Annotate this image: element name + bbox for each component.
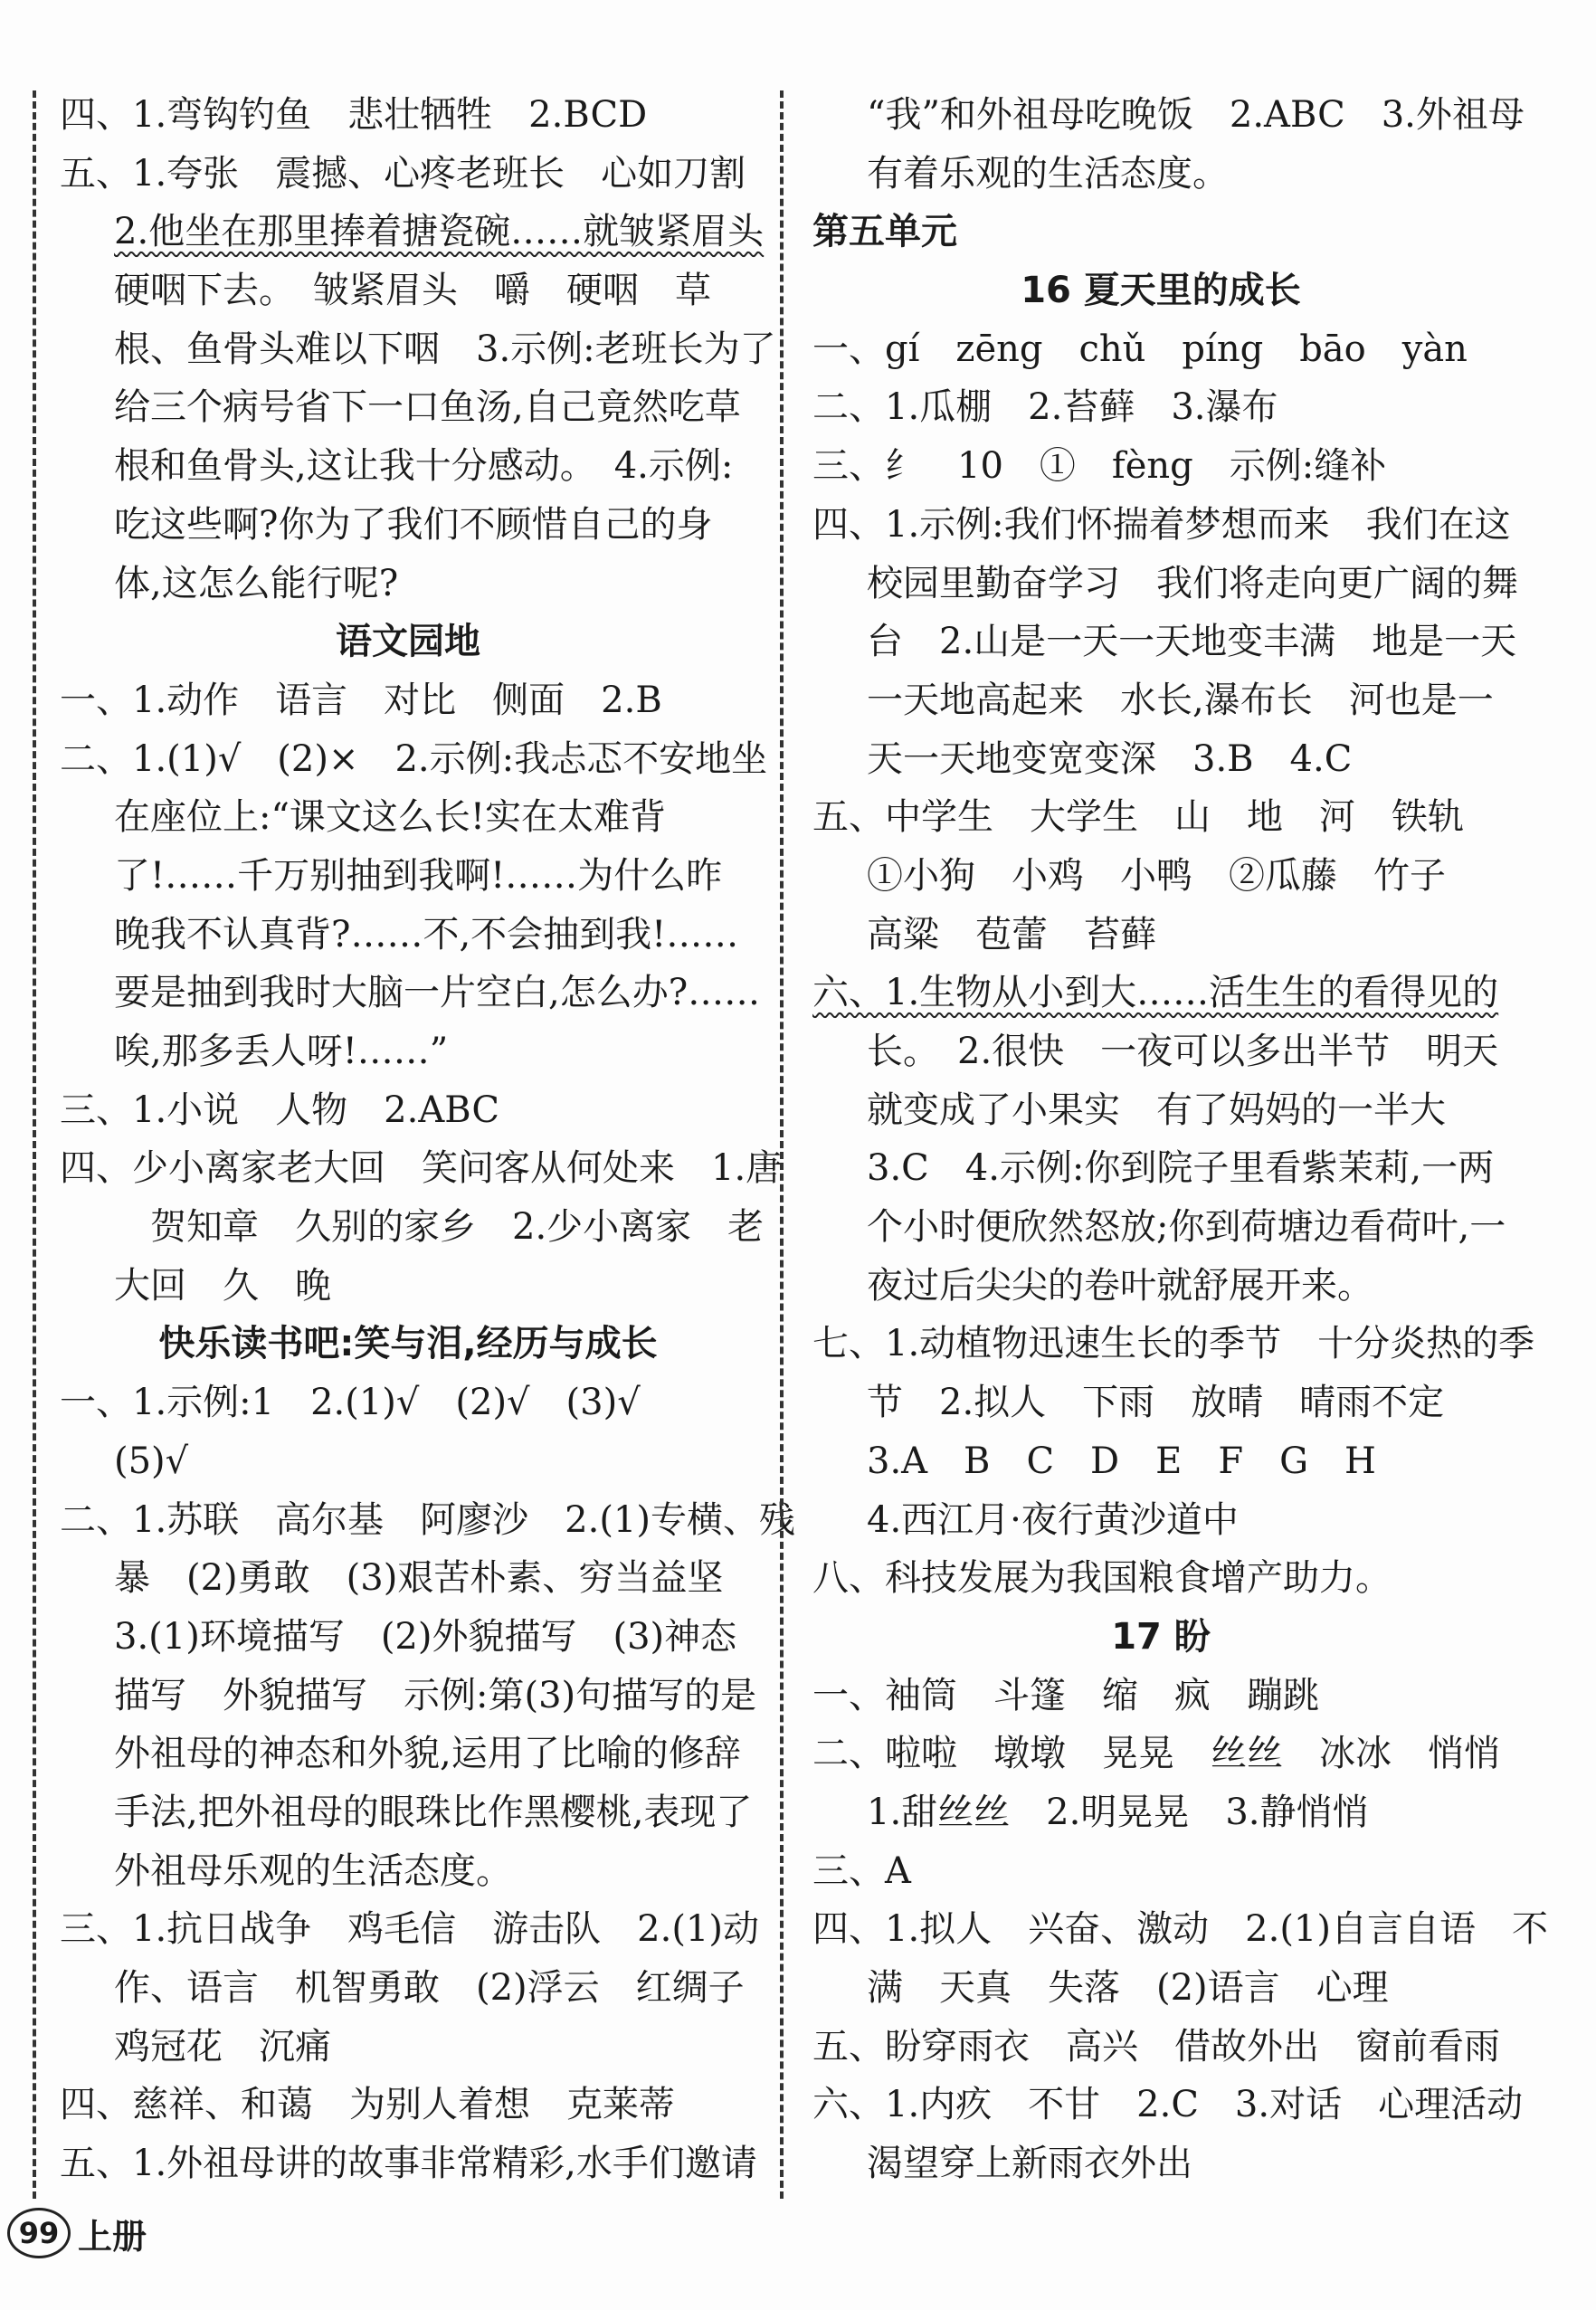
answer-line: 四、1.拟人 兴奋、激动 2.(1)自言自语 不: [812, 1908, 1548, 1951]
section-heading: 17 盼: [1111, 1615, 1211, 1658]
answer-line: 给三个病号省下一口鱼汤,自己竟然吃草: [114, 386, 741, 429]
answer-line: 体,这怎么能行呢?: [114, 562, 399, 604]
answer-line: 晚我不认真背?……不,不会抽到我!……: [114, 913, 739, 955]
answer-line: 五、1.夸张 震撼、心疼老班长 心如刀割: [60, 152, 746, 195]
answer-line: 三、A: [812, 1849, 911, 1892]
answer-line: 六、1.内疚 不甘 2.C 3.对话 心理活动: [812, 2084, 1524, 2126]
answer-line: 四、1.示例:我们怀揣着梦想而来 我们在这: [812, 503, 1511, 546]
answer-line: 3.(1)环境描写 (2)外貌描写 (3)神态: [114, 1615, 737, 1658]
volume-label: 上册: [78, 2216, 147, 2257]
answer-line: 个小时便欣然怒放;你到荷塘边看荷叶,一: [867, 1206, 1506, 1249]
answer-line: 根、鱼骨头难以下咽 3.示例:老班长为了: [114, 328, 776, 370]
left-column: [60, 86, 795, 2193]
answer-line: 三、1.抗日战争 鸡毛信 游击队 2.(1)动: [60, 1908, 759, 1951]
answer-line: 五、1.外祖母讲的故事非常精彩,水手们邀请: [60, 2143, 757, 2185]
answer-line: 五、中学生 大学生 山 地 河 铁轨: [812, 796, 1464, 839]
section-heading: 快乐读书吧:笑与泪,经历与成长: [158, 1323, 658, 1365]
answer-line: 二、啦啦 墩墩 晃晃 丝丝 冰冰 悄悄: [812, 1733, 1500, 1775]
answer-line: 有着乐观的生活态度。: [867, 152, 1229, 195]
answer-line: 3.C 4.示例:你到院子里看紫茉莉,一两: [867, 1147, 1495, 1190]
answer-line: 一、gí zēng chǔ píng bāo yàn: [812, 328, 1468, 370]
page-footer: [7, 2208, 147, 2258]
answer-line: 渴望穿上新雨衣外出: [867, 2143, 1192, 2185]
answer-line: 大回 久 晚: [114, 1264, 331, 1307]
answer-line: 满 天真 失落 (2)语言 心理: [867, 1967, 1389, 2009]
answer-line: 就变成了小果实 有了妈妈的一半大: [867, 1088, 1446, 1131]
answer-line: 四、慈祥、和蔼 为别人着想 克莱蒂: [60, 2084, 675, 2126]
column-divider: [780, 90, 784, 2199]
answer-line: 五、盼穿雨衣 高兴 借故外出 窗前看雨: [812, 2025, 1500, 2068]
answer-line: 鸡冠花 沉痛: [114, 2025, 331, 2068]
answer-line: 三、纟 10 ① fèng 示例:缝补: [812, 445, 1387, 488]
answer-line: 七、1.动植物迅速生长的季节 十分炎热的季: [812, 1323, 1535, 1365]
answer-line: “我”和外祖母吃晚饭 2.ABC 3.外祖母: [867, 94, 1525, 136]
answer-line: 长。 2.很快 一夜可以多出半节 明天: [867, 1031, 1499, 1072]
section-heading: 语文园地: [336, 621, 480, 663]
answer-line: 三、1.小说 人物 2.ABC: [60, 1088, 499, 1131]
answer-line: 4.西江月·夜行黄沙道中: [867, 1498, 1239, 1541]
answer-line: 要是抽到我时大脑一片空白,怎么办?……: [114, 972, 761, 1014]
answer-line: 作、语言 机智勇敢 (2)浮云 红绸子: [114, 1967, 745, 2009]
answer-line: 台 2.山是一天一天地变丰满 地是一天: [867, 621, 1517, 663]
answer-line: 3.A B C D E F G H: [867, 1440, 1376, 1482]
answer-line: 校园里勤奋学习 我们将走向更广阔的舞: [867, 562, 1518, 604]
answer-line: 手法,把外祖母的眼珠比作黑樱桃,表现了: [114, 1791, 753, 1833]
answer-line: 一、1.动作 语言 对比 侧面 2.B: [60, 679, 662, 721]
left-margin-divider: [33, 90, 36, 2199]
answer-line: 四、少小离家老大回 笑问客从何处来 1.唐: [60, 1147, 783, 1190]
answer-line: 唉,那多丢人呀!……”: [114, 1031, 449, 1072]
answer-line: 硬咽下去。 皱紧眉头 嚼 硬咽 草: [114, 270, 711, 312]
answer-line: 1.甜丝丝 2.明晃晃 3.静悄悄: [867, 1791, 1369, 1833]
answer-line: 一、1.示例:1 2.(1)√ (2)√ (3)√: [60, 1382, 641, 1424]
right-column: [812, 86, 1548, 2193]
answer-line: 夜过后尖尖的卷叶就舒展开来。: [867, 1264, 1373, 1307]
answer-line: 外祖母的神态和外貌,运用了比喻的修辞: [114, 1733, 741, 1775]
answer-line: 节 2.拟人 下雨 放晴 晴雨不定: [867, 1382, 1445, 1424]
section-heading: 16 夏天里的成长: [1021, 270, 1301, 312]
section-heading: 第五单元: [812, 211, 957, 253]
answer-line: 2.他坐在那里捧着搪瓷碗……就皱紧眉头: [114, 211, 765, 253]
answer-line: 二、1.瓜棚 2.苔藓 3.瀑布: [812, 386, 1278, 429]
answer-line: 天一天地变宽变深 3.B 4.C: [867, 737, 1353, 780]
answer-line: 四、1.弯钩钓鱼 悲壮牺牲 2.BCD: [60, 94, 648, 136]
answer-line: 六、1.生物从小到大……活生生的看得见的: [812, 972, 1499, 1014]
page-number: 99: [7, 2208, 71, 2258]
answer-line: ①小狗 小鸡 小鸭 ②瓜藤 竹子: [867, 854, 1446, 897]
answer-line: 吃这些啊?你为了我们不顾惜自己的身: [114, 503, 713, 546]
answer-line: 八、科技发展为我国粮食增产助力。: [812, 1557, 1392, 1600]
answer-line: 贺知章 久别的家乡 2.少小离家 老: [150, 1206, 765, 1249]
answer-line: 暴 (2)勇敢 (3)艰苦朴素、穷当益坚: [114, 1557, 724, 1600]
answer-line: 根和鱼骨头,这让我十分感动。 4.示例:: [114, 445, 734, 488]
answer-line: 一、袖筒 斗篷 缩 疯 蹦跳: [812, 1674, 1319, 1716]
answer-line: 一天地高起来 水长,瀑布长 河也是一: [867, 679, 1494, 721]
answer-line: (5)√: [114, 1440, 189, 1482]
answer-line: 在座位上:“课文这么长!实在太难背: [114, 796, 666, 839]
answer-line: 高粱 苞蕾 苔藓: [867, 913, 1156, 955]
answer-line: 二、1.苏联 高尔基 阿廖沙 2.(1)专横、残: [60, 1498, 795, 1541]
answer-line: 了!……千万别抽到我啊!……为什么昨: [114, 854, 723, 897]
answer-line: 外祖母乐观的生活态度。: [114, 1849, 512, 1892]
answer-line: 描写 外貌描写 示例:第(3)句描写的是: [114, 1674, 757, 1716]
answer-line: 二、1.(1)√ (2)× 2.示例:我忐忑不安地坐: [60, 737, 768, 780]
